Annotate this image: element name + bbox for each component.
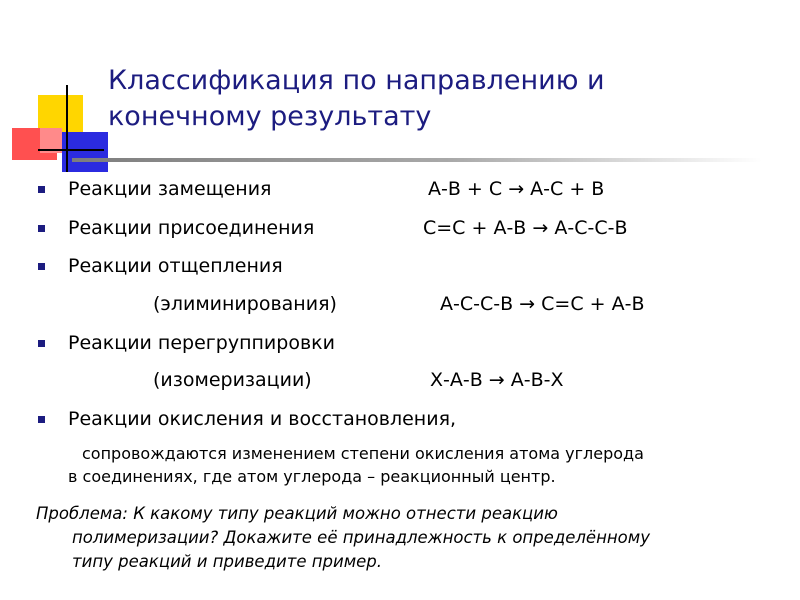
problem-text <box>36 502 776 574</box>
note-line-2: в соединениях, где атом углерода – реакционный центр. <box>68 467 556 486</box>
item-formula: А-В + С → А-С + В <box>428 178 605 200</box>
title-line-1: Классификация по направлению и <box>108 65 605 96</box>
bullet-icon <box>38 340 45 347</box>
decor-horizontal-line <box>38 149 104 151</box>
bullet-icon <box>38 186 45 193</box>
note-line-1: сопровождаются изменением степени окисления атома углерода <box>82 444 644 463</box>
item-label: Реакции замещения <box>68 178 272 200</box>
problem-line-2: полимеризации? Докажите её принадлежность к определённому <box>72 528 650 547</box>
problem-line-3: типу реакций и приведите пример. <box>72 552 383 571</box>
bullet-icon <box>38 416 45 423</box>
item-label: Реакции отщепления <box>68 255 283 277</box>
bullet-icon <box>38 225 45 232</box>
decor-blue-square <box>62 132 108 172</box>
page-title <box>108 63 748 135</box>
bullet-icon <box>38 263 45 270</box>
title-divider <box>72 158 762 162</box>
item-formula: А-С-С-В → С=С + А-В <box>440 293 645 315</box>
item-sublabel: (элиминирования) <box>153 293 337 315</box>
decor-vertical-line <box>66 85 68 172</box>
title-line-2: конечному результату <box>108 101 432 132</box>
problem-line-1: Проблема: К какому типу реакций можно отнести реакцию <box>36 504 558 523</box>
item-formula: С=С + А-В → А-С-С-В <box>423 217 628 239</box>
item-formula: Х-А-В → А-В-Х <box>430 369 564 391</box>
item-sublabel: (изомеризации) <box>153 369 312 391</box>
oxidation-note <box>68 442 768 488</box>
item-label: Реакции присоединения <box>68 217 315 239</box>
item-label: Реакции окисления и восстановления, <box>68 408 457 430</box>
item-label: Реакции перегруппировки <box>68 332 335 354</box>
